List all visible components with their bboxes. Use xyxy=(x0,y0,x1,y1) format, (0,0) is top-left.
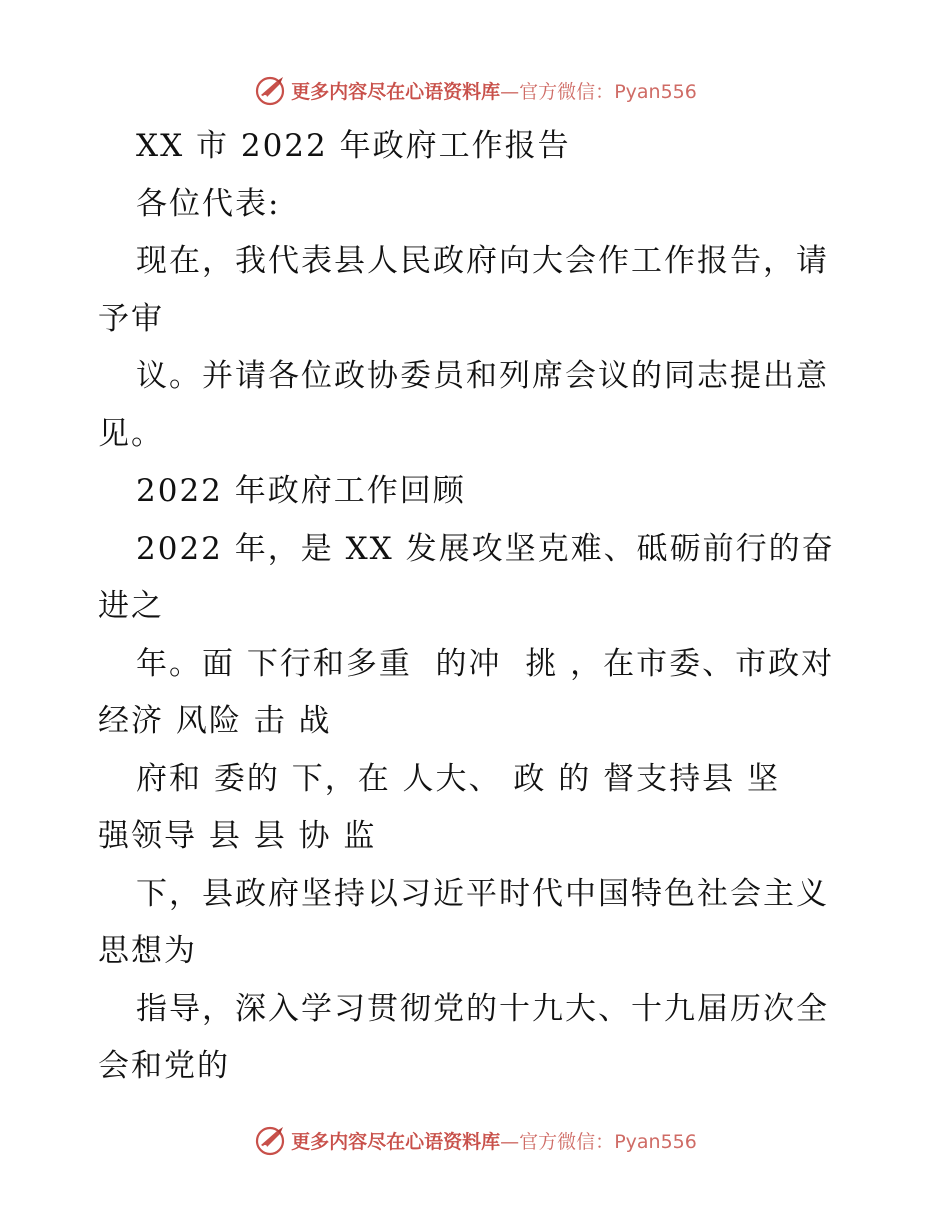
banner-dash: — xyxy=(500,80,520,103)
banner-wechat-id: Pyan556 xyxy=(614,1130,697,1153)
paragraph-continuation-line: 强领导 县 县 协 监 xyxy=(98,818,377,854)
quill-pen-logo-icon xyxy=(253,1123,287,1157)
paragraph-line: 各位代表: xyxy=(136,185,281,222)
paragraph-line: 2022 年政府工作回顾 xyxy=(136,473,466,509)
paragraph-line: 指导，深入学习贯彻党的十九大、十九届历次全 xyxy=(136,990,829,1027)
paragraph-line: 现在，我代表县人民政府向大会作工作报告，请 xyxy=(136,243,829,279)
banner-dash: — xyxy=(500,1130,520,1153)
paragraph-continuation-line: 见。 xyxy=(98,415,164,452)
paragraph-continuation-line: 进之 xyxy=(98,588,164,624)
paragraph-line: XX 市 2022 年政府工作报告 xyxy=(136,128,571,164)
document-body xyxy=(98,118,858,1096)
paragraph-line: 府和 委的 下，在 人大、 政 的 督支持县 坚 xyxy=(136,760,780,797)
footer-banner xyxy=(0,1120,950,1160)
banner-text xyxy=(291,1127,697,1154)
banner-text xyxy=(291,77,697,104)
paragraph-continuation-line: 会和党的 xyxy=(98,1048,230,1084)
banner-wechat-id: Pyan556 xyxy=(614,80,697,103)
banner-site-name: 更多内容尽在心语资料库 xyxy=(291,1130,501,1153)
quill-pen-logo-icon xyxy=(253,73,287,107)
paragraph-continuation-line: 经济 风险 击 战 xyxy=(98,703,332,739)
banner-site-name: 更多内容尽在心语资料库 xyxy=(291,80,501,103)
banner-wechat-label: 官方微信： xyxy=(519,80,615,103)
paragraph-line: 年。面 下行和多重 的冲 挑 ，在市委、市政对 xyxy=(136,645,835,682)
paragraph-line: 议。并请各位政协委员和列席会议的同志提出意 xyxy=(136,358,829,394)
banner-wechat-label: 官方微信： xyxy=(519,1130,615,1153)
paragraph-line: 2022 年，是 XX 发展攻坚克难、砥砺前行的奋 xyxy=(136,530,835,567)
header-banner xyxy=(0,70,950,110)
paragraph-continuation-line: 思想为 xyxy=(98,933,197,969)
paragraph-line: 下，县政府坚持以习近平时代中国特色社会主义 xyxy=(136,875,829,912)
paragraph-continuation-line: 予审 xyxy=(98,300,164,337)
